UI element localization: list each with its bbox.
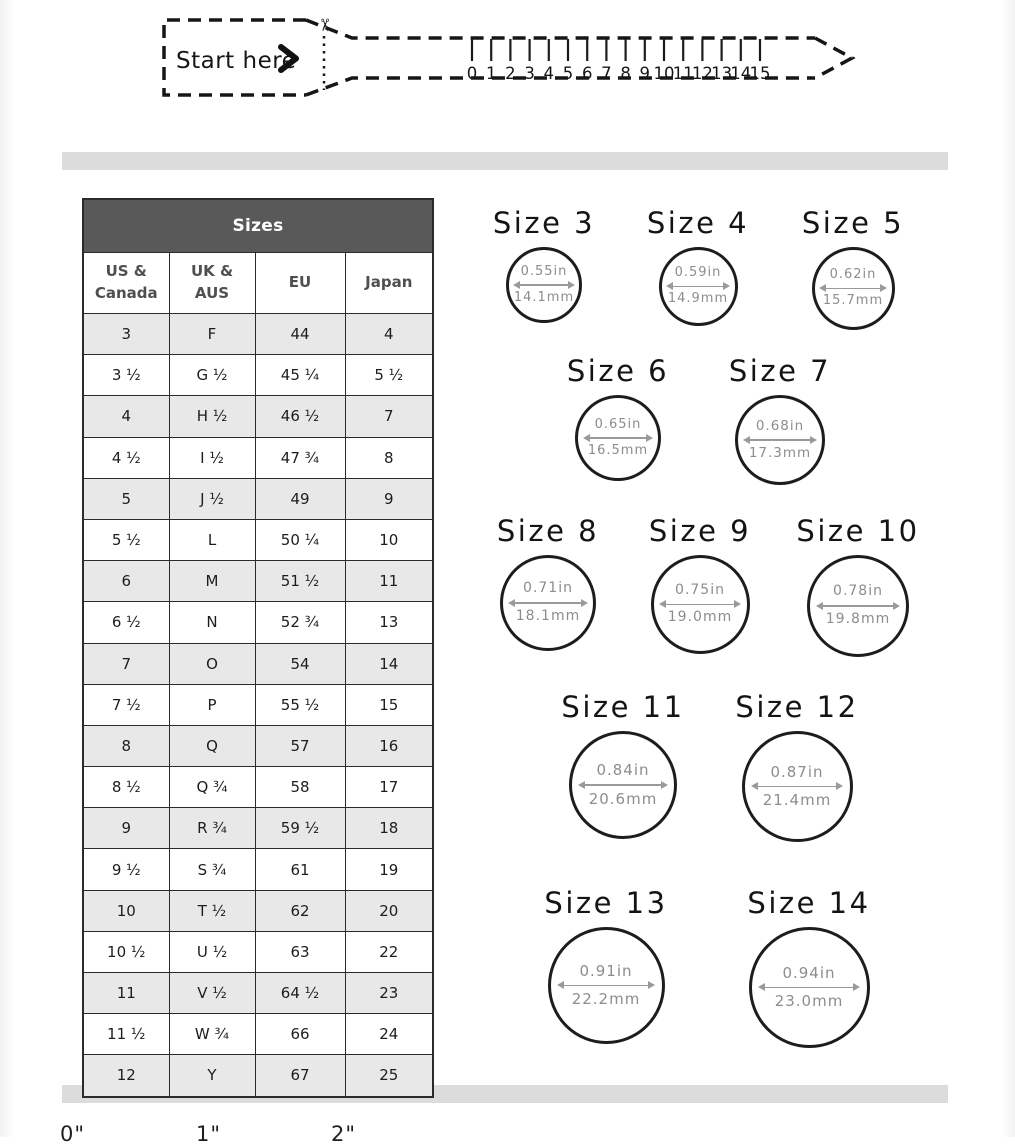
ring-circle — [659, 247, 738, 326]
table-cell: Q ¾ — [169, 767, 255, 808]
ring-size-group — [752, 514, 964, 657]
arrowhead-left-icon — [583, 434, 590, 442]
table-cell: L — [169, 519, 255, 560]
strip-arrow-tip-outline — [815, 38, 852, 78]
bottom-ruler-label-2: 2" — [331, 1122, 357, 1146]
table-title: Sizes — [83, 199, 433, 253]
ring-size-title: Size 4 — [646, 206, 750, 240]
table-cell: 5 — [83, 478, 169, 519]
arrowhead-right-icon — [661, 781, 668, 789]
ring-diameter-mm: 17.3mm — [748, 444, 812, 461]
ring-diameter-inches: 0.71in — [523, 580, 573, 597]
ring-circle — [548, 927, 665, 1044]
column-header-us-canada: US & Canada — [83, 253, 169, 314]
ring-diameter-inches: 0.75in — [675, 581, 725, 598]
table-cell: 46 ½ — [255, 396, 345, 437]
table-cell: 23 — [345, 973, 433, 1014]
ring-diameter-inches: 0.55in — [520, 263, 568, 279]
ruler-tick-number: 12 — [691, 64, 713, 83]
column-header-uk-aus: UK & AUS — [169, 253, 255, 314]
ring-diameter-inches: 0.59in — [674, 265, 722, 281]
table-cell: I ½ — [169, 437, 255, 478]
table-cell: 58 — [255, 767, 345, 808]
ring-diameter-inches: 0.87in — [770, 762, 824, 781]
ring-diameter-inches: 0.84in — [596, 761, 650, 780]
table-row — [83, 973, 433, 1014]
ring-diameter-inches: 0.62in — [829, 267, 877, 283]
arrow-shaft — [823, 605, 893, 607]
arrowhead-left-icon — [743, 436, 750, 444]
table-row — [83, 1055, 433, 1097]
diameter-arrow-icon — [557, 981, 655, 989]
arrowhead-right-icon — [734, 600, 741, 608]
table-cell: 9 ½ — [83, 849, 169, 890]
ruler-tick-number: 15 — [749, 64, 771, 83]
arrow-shaft — [520, 284, 568, 286]
ring-diameter-inches: 0.91in — [579, 961, 633, 980]
table-cell: R ¾ — [169, 808, 255, 849]
table-cell: 18 — [345, 808, 433, 849]
table-cell: O — [169, 643, 255, 684]
arrowhead-right-icon — [723, 282, 730, 290]
ruler-tick-number: 14 — [730, 64, 752, 83]
ring-diameter-mm: 19.0mm — [667, 609, 733, 626]
arrow-shaft — [758, 786, 836, 788]
table-cell: P — [169, 684, 255, 725]
table-row — [83, 725, 433, 766]
ring-size-title: Size 10 — [796, 514, 920, 548]
arrowhead-left-icon — [557, 981, 564, 989]
table-cell: 11 ½ — [83, 1014, 169, 1055]
table-cell: 6 ½ — [83, 602, 169, 643]
table-cell: 63 — [255, 931, 345, 972]
arrowhead-left-icon — [508, 599, 515, 607]
table-cell: 5 ½ — [83, 519, 169, 560]
arrow-shaft — [673, 286, 723, 288]
ring-size-title: Size 14 — [747, 886, 871, 920]
arrowhead-right-icon — [893, 602, 900, 610]
column-header-japan: Japan — [345, 253, 433, 314]
ring-circle — [812, 247, 895, 330]
arrow-shaft — [765, 987, 852, 989]
table-cell: 55 ½ — [255, 684, 345, 725]
table-cell: J ½ — [169, 478, 255, 519]
table-cell: 16 — [345, 725, 433, 766]
ruler-tick-number: 8 — [620, 64, 631, 83]
table-cell: 61 — [255, 849, 345, 890]
table-row — [83, 396, 433, 437]
table-cell: 8 ½ — [83, 767, 169, 808]
ring-circle — [749, 927, 870, 1048]
bottom-ruler-label-0: 0" — [60, 1122, 86, 1146]
bottom-ruler-label-1: 1" — [196, 1122, 222, 1146]
table-cell: 5 ½ — [345, 355, 433, 396]
table-cell: 14 — [345, 643, 433, 684]
page-curl-shadow-right — [1001, 0, 1015, 1137]
table-row — [83, 684, 433, 725]
arrowhead-right-icon — [836, 782, 843, 790]
table-cell: 8 — [83, 725, 169, 766]
arrowhead-right-icon — [648, 981, 655, 989]
arrowhead-left-icon — [816, 602, 823, 610]
table-cell: 11 — [345, 561, 433, 602]
table-cell: 22 — [345, 931, 433, 972]
table-cell: 10 ½ — [83, 931, 169, 972]
ruler-tick-number: 4 — [543, 64, 555, 83]
ruler-tick-number: 5 — [562, 64, 574, 83]
divider-bar-top — [62, 152, 948, 170]
diameter-arrow-icon — [758, 983, 859, 991]
arrow-shaft — [564, 985, 648, 987]
table-cell: 47 ¾ — [255, 437, 345, 478]
ring-size-group — [680, 354, 880, 485]
arrowhead-left-icon — [513, 281, 520, 289]
ruler-tick-number: 0 — [466, 64, 478, 83]
ruler-tick-number: 2 — [505, 64, 516, 83]
table-cell: 25 — [345, 1055, 433, 1097]
table-cell: N — [169, 602, 255, 643]
table-row — [83, 1014, 433, 1055]
arrowhead-left-icon — [578, 781, 585, 789]
ring-size-title: Size 11 — [561, 690, 685, 724]
arrowhead-right-icon — [581, 599, 588, 607]
start-here-label: Start here — [176, 48, 297, 74]
ring-size-title: Size 13 — [544, 886, 668, 920]
table-cell: 10 — [83, 890, 169, 931]
table-cell: T ½ — [169, 890, 255, 931]
table-cell: 20 — [345, 890, 433, 931]
ruler-tick-number: 3 — [524, 64, 535, 83]
table-cell: 19 — [345, 849, 433, 890]
table-cell: 54 — [255, 643, 345, 684]
arrowhead-left-icon — [819, 284, 826, 292]
diameter-arrow-icon — [743, 436, 817, 444]
arrowhead-left-icon — [758, 983, 765, 991]
table-cell: 9 — [83, 808, 169, 849]
ring-size-title: Size 8 — [496, 514, 600, 548]
diameter-arrow-icon — [816, 602, 900, 610]
table-cell: 51 ½ — [255, 561, 345, 602]
table-cell: 11 — [83, 973, 169, 1014]
table-cell: 52 ¾ — [255, 602, 345, 643]
arrow-shaft — [826, 288, 880, 290]
ring-diameter-inches: 0.68in — [755, 417, 805, 434]
table-row — [83, 437, 433, 478]
diameter-arrow-icon — [508, 599, 587, 607]
table-cell: 4 — [345, 314, 433, 355]
size-table-body — [83, 314, 433, 1097]
diameter-arrow-icon — [513, 281, 575, 289]
ring-diameter-inches: 0.78in — [833, 583, 883, 600]
table-row — [83, 355, 433, 396]
ring-circle — [506, 247, 582, 323]
ring-size-group — [493, 886, 720, 1044]
ring-diameter-mm: 18.1mm — [515, 607, 581, 624]
arrowhead-right-icon — [568, 281, 575, 289]
table-cell: H ½ — [169, 396, 255, 437]
table-cell: 13 — [345, 602, 433, 643]
ring-diameter-mm: 23.0mm — [774, 992, 844, 1011]
ring-circle — [651, 555, 750, 654]
table-cell: 15 — [345, 684, 433, 725]
table-row — [83, 519, 433, 560]
arrowhead-right-icon — [646, 434, 653, 442]
ring-size-title: Size 12 — [735, 690, 859, 724]
ruler-tick-number: 11 — [672, 64, 694, 83]
arrowhead-left-icon — [659, 600, 666, 608]
cutout-sizer-strip — [0, 0, 1015, 120]
ring-circle — [735, 395, 825, 485]
arrow-shaft — [585, 784, 661, 786]
ring-size-title: Size 6 — [566, 354, 670, 388]
diameter-arrow-icon — [659, 600, 741, 608]
table-cell: 45 ¼ — [255, 355, 345, 396]
table-cell: V ½ — [169, 973, 255, 1014]
table-cell: S ¾ — [169, 849, 255, 890]
ruler-tick-number: 6 — [581, 64, 593, 83]
table-row — [83, 767, 433, 808]
table-row — [83, 849, 433, 890]
table-row — [83, 561, 433, 602]
table-cell: 44 — [255, 314, 345, 355]
table-cell: 4 — [83, 396, 169, 437]
table-cell: F — [169, 314, 255, 355]
diameter-arrow-icon — [583, 434, 653, 442]
ring-diameter-inches: 0.65in — [594, 416, 642, 432]
ring-size-title: Size 7 — [728, 354, 832, 388]
table-cell: 6 — [83, 561, 169, 602]
ring-circle — [569, 731, 677, 839]
diameter-arrow-icon — [578, 781, 668, 789]
table-row — [83, 602, 433, 643]
ring-circle — [500, 555, 596, 651]
table-cell: Y — [169, 1055, 255, 1097]
ring-size-group — [694, 886, 925, 1048]
strip-band-top-outline — [306, 17, 815, 38]
ruler-tick-number: 7 — [601, 64, 612, 83]
table-row — [83, 890, 433, 931]
table-cell: 24 — [345, 1014, 433, 1055]
diameter-arrow-icon — [666, 282, 730, 290]
ring-diameter-mm: 16.5mm — [587, 442, 649, 458]
ring-diameter-mm: 14.9mm — [667, 291, 729, 307]
diameter-arrow-icon — [751, 782, 843, 790]
arrow-shaft — [750, 439, 810, 441]
arrowhead-right-icon — [853, 983, 860, 991]
table-cell: 7 ½ — [83, 684, 169, 725]
ring-diameter-mm: 19.8mm — [825, 610, 891, 627]
table-row — [83, 643, 433, 684]
ruler-tick-number: 9 — [639, 64, 651, 83]
table-cell: M — [169, 561, 255, 602]
table-cell: 7 — [345, 396, 433, 437]
ring-diameter-inches: 0.94in — [782, 963, 836, 982]
table-cell: Q — [169, 725, 255, 766]
table-cell: 3 ½ — [83, 355, 169, 396]
table-row — [83, 808, 433, 849]
table-cell: U ½ — [169, 931, 255, 972]
diameter-arrow-icon — [819, 284, 887, 292]
table-cell: 59 ½ — [255, 808, 345, 849]
table-cell: 9 — [345, 478, 433, 519]
table-cell: 7 — [83, 643, 169, 684]
arrow-shaft — [666, 604, 734, 606]
table-cell: 49 — [255, 478, 345, 519]
table-cell: 10 — [345, 519, 433, 560]
ruler-tick-number: 10 — [653, 64, 675, 83]
page-curl-shadow-left — [0, 0, 14, 1137]
ring-diameter-mm: 22.2mm — [571, 990, 641, 1009]
ring-circle — [575, 395, 661, 481]
ring-size-table — [82, 198, 434, 1098]
ring-diameter-mm: 20.6mm — [588, 789, 658, 808]
table-cell: 66 — [255, 1014, 345, 1055]
table-cell: 17 — [345, 767, 433, 808]
table-cell: W ¾ — [169, 1014, 255, 1055]
table-row — [83, 931, 433, 972]
arrowhead-left-icon — [751, 782, 758, 790]
ring-size-title: Size 5 — [801, 206, 905, 240]
ring-size-title: Size 3 — [492, 206, 596, 240]
arrowhead-right-icon — [880, 284, 887, 292]
table-cell: 67 — [255, 1055, 345, 1097]
table-cell: 3 — [83, 314, 169, 355]
ring-diameter-mm: 14.1mm — [513, 289, 575, 305]
ring-size-title: Size 9 — [648, 514, 752, 548]
ring-size-group — [687, 690, 908, 842]
arrow-shaft — [590, 437, 646, 439]
table-row — [83, 314, 433, 355]
table-cell: G ½ — [169, 355, 255, 396]
ring-size-group — [757, 206, 950, 330]
arrowhead-left-icon — [666, 282, 673, 290]
table-cell: 12 — [83, 1055, 169, 1097]
ring-diameter-mm: 21.4mm — [762, 791, 832, 810]
ruler-tick-number: 13 — [711, 64, 733, 83]
table-cell: 64 ½ — [255, 973, 345, 1014]
ring-circle — [742, 731, 853, 842]
scissors-icon: ✂ — [314, 17, 334, 33]
table-row — [83, 478, 433, 519]
table-cell: 50 ¼ — [255, 519, 345, 560]
ring-circle — [807, 555, 909, 657]
arrow-shaft — [515, 602, 580, 604]
table-cell: 4 ½ — [83, 437, 169, 478]
table-cell: 62 — [255, 890, 345, 931]
table-cell: 8 — [345, 437, 433, 478]
ring-diameter-mm: 15.7mm — [822, 293, 884, 309]
column-header-eu: EU — [255, 253, 345, 314]
ruler-tick-number: 1 — [485, 64, 497, 83]
table-cell: 57 — [255, 725, 345, 766]
arrowhead-right-icon — [810, 436, 817, 444]
